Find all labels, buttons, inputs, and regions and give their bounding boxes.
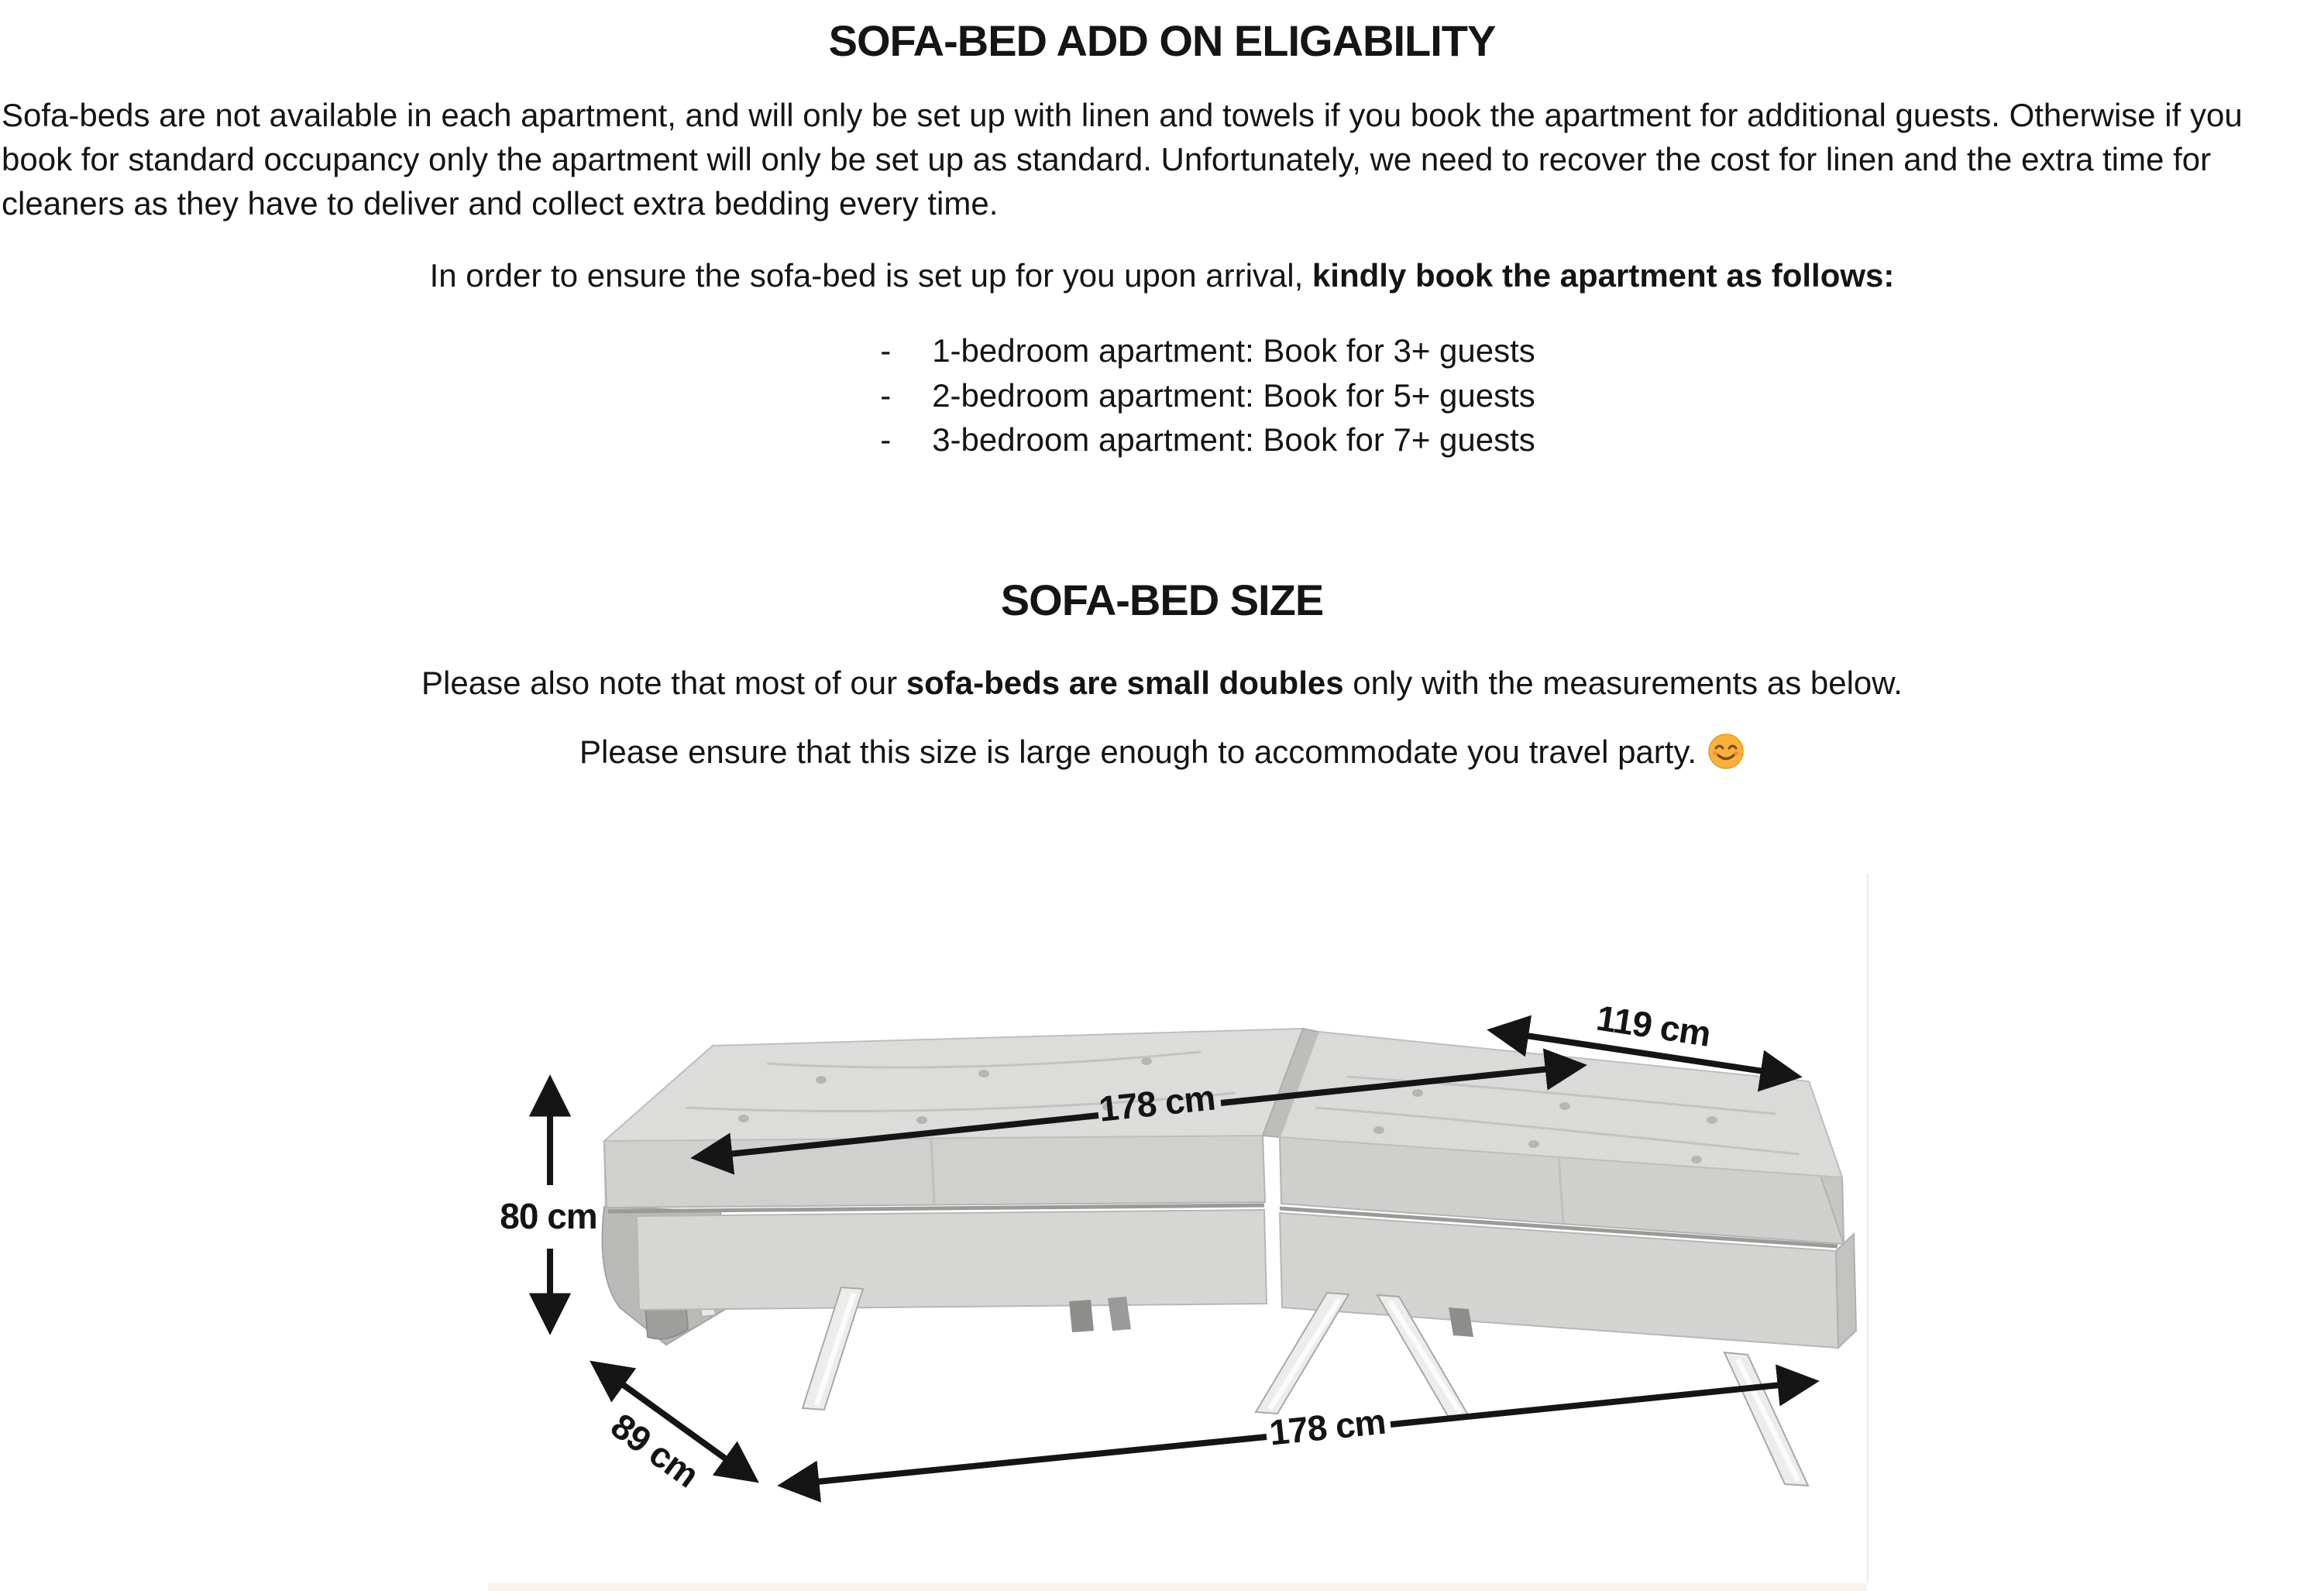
sofa-bed-diagram — [488, 874, 1868, 1583]
booking-instruction — [0, 257, 2324, 294]
ensure-line — [0, 733, 2324, 771]
depth-top-label: 119 cm — [1593, 997, 1714, 1054]
size-section-title: SOFA-BED SIZE — [1000, 576, 1324, 624]
booking-instruction-bold: kindly book the apartment as follows: — [1312, 257, 1895, 294]
intro-paragraph: Sofa-beds are not available in each apartment, and will only be set up with linen and towels if you book the apartment for additional guests. Otherwise if you book for standard occupancy only the apartment will only be set up as standard. Unfortunately, we need to recover the cost for linen and the extra time for cleaners as they have to deliver and collect extra bedding every time. — [2, 97, 2243, 222]
booking-instruction-normal: In order to ensure the sofa-bed is set up for you upon arrival, — [429, 257, 1312, 294]
list-item-label: 1-bedroom apartment: Book for 3+ guests — [932, 332, 1535, 369]
depth-bottom-label: 89 cm — [603, 1405, 706, 1495]
bullet-dash: - — [880, 376, 892, 414]
sofa-bed-body — [603, 1029, 1857, 1486]
page-bottom-strip — [488, 1583, 1867, 1591]
ensure-line-text: Please ensure that this size is large enough to accommodate you travel party. — [579, 734, 1697, 770]
size-note — [0, 665, 2324, 702]
length-top-label: 178 cm — [1097, 1077, 1217, 1129]
size-note-prefix: Please also note that most of our — [421, 665, 906, 701]
page-title: SOFA-BED ADD ON ELIGABILITY — [828, 16, 1496, 65]
smiling-face-emoji-icon — [1707, 733, 1745, 770]
list-item-label: 3-bedroom apartment: Book for 7+ guests — [932, 421, 1535, 458]
height-label: 80 cm — [500, 1196, 597, 1236]
bullet-dash: - — [880, 421, 892, 458]
list-item-label: 2-bedroom apartment: Book for 5+ guests — [932, 376, 1535, 414]
list-item — [880, 373, 1535, 418]
size-note-bold: sofa-beds are small doubles — [906, 665, 1344, 701]
list-item — [880, 328, 1535, 373]
sofa-bed-illustration — [488, 874, 1867, 1583]
size-note-suffix: only with the measurements as below. — [1343, 665, 1903, 701]
bullet-dash: - — [880, 332, 892, 369]
list-item — [880, 418, 1535, 462]
booking-options-list — [0, 328, 2324, 462]
length-bottom-label: 178 cm — [1267, 1400, 1387, 1453]
